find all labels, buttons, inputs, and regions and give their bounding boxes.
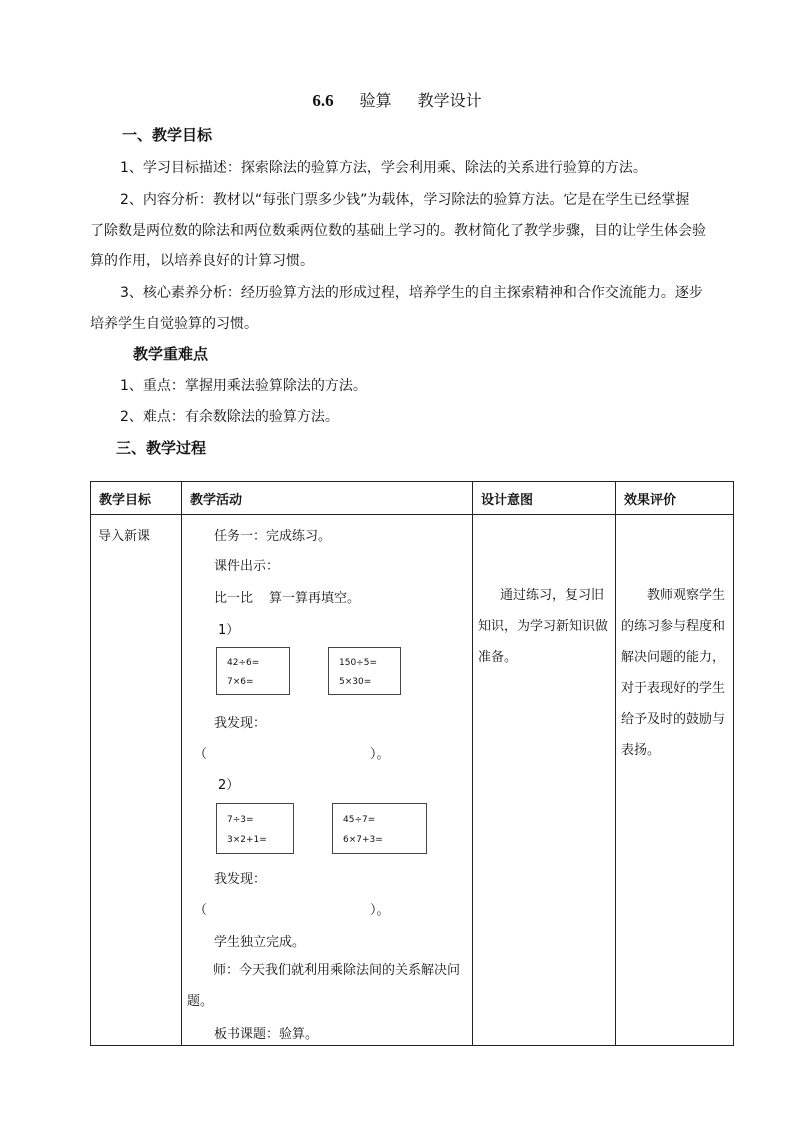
table-header-row (91, 482, 734, 515)
show-text: 课件出示： (214, 559, 280, 574)
cell-intent (473, 515, 616, 1046)
sec1-para-1: 1、学习目标描述：探索除法的验算方法，学会利用乘、除法的关系进行验算的方法。 (120, 160, 647, 176)
paren-2-right: ）。 (370, 903, 390, 918)
intent-text: 通过练习，复习旧知识，为学习新知识做准备。 (478, 588, 609, 665)
exercise-box-1: 42÷6= 7×6= (216, 647, 290, 695)
question-1-label: 1） (218, 623, 240, 638)
section-2-heading: 教学重难点 (133, 345, 209, 363)
compare-text: 比一比 算一算再填空。 (214, 591, 361, 606)
question-2-label: 2） (218, 778, 240, 793)
paren-1-right: ）。 (370, 747, 390, 762)
header-goal: 教学目标 (91, 482, 182, 515)
independent-text: 学生独立完成。 (214, 935, 306, 950)
exercise-box-2: 150÷5= 5×30= (328, 647, 401, 695)
found-2-text: 我发现： (214, 872, 267, 887)
cell-goal (91, 515, 182, 1046)
exercise-box-4: 45÷7= 6×7+3= (332, 803, 427, 854)
cell-activity (182, 515, 473, 1046)
sec1-para-2a: 2、内容分析：教材以“每张门票多少钱”为载体，学习除法的验算方法。它是在学生已经掌握 (120, 192, 690, 208)
found-1-text: 我发现： (214, 716, 267, 731)
title-word-1: 验算 (359, 91, 392, 110)
title-word-2: 教学设计 (417, 91, 482, 110)
exercise-box-3: 7÷3= 3×2+1= (216, 803, 294, 854)
header-eval: 效果评价 (616, 482, 734, 515)
board-text: 板书课题：验算。 (214, 1027, 319, 1042)
cell-eval (616, 515, 734, 1046)
header-activity: 教学活动 (182, 482, 473, 515)
header-intent: 设计意图 (473, 482, 616, 515)
table-row (91, 515, 734, 1046)
teacher-text: 师：今天我们就利用乘除法间的关系解决问题。 (187, 963, 461, 1009)
sec1-para-3a: 3、核心素养分析：经历验算方法的形成过程，培养学生的自主探索精神和合作交流能力。逐步 (120, 285, 703, 301)
section-3-heading: 三、教学过程 (116, 439, 207, 457)
sec1-para-2b: 了除数是两位数的除法和两位数乘两位数的基础上学习的。教材简化了教学步骤，目的让学生体会验 (90, 223, 706, 239)
eval-text: 教师观察学生的练习参与程度和解决问题的能力，对于表现好的学生给予及时的鼓励与表扬。 (621, 588, 726, 758)
process-table (90, 481, 734, 1046)
task-text: 任务一：完成练习。 (214, 529, 332, 544)
sec1-para-2c: 算的作用，以培养良好的计算习惯。 (90, 253, 314, 269)
section-1-heading: 一、教学目标 (122, 126, 213, 144)
sec2-para-2: 2、难点：有余数除法的验算方法。 (120, 409, 339, 425)
page-title (0, 88, 794, 111)
goal-text: 导入新课 (98, 529, 151, 544)
title-number: 6.6 (312, 91, 334, 110)
paren-2-left: （ (194, 903, 208, 918)
sec2-para-1: 1、重点：掌握用乘法验算除法的方法。 (120, 378, 367, 394)
paren-1-left: （ (194, 747, 208, 762)
sec1-para-3b: 培养学生自觉验算的习惯。 (90, 316, 258, 332)
